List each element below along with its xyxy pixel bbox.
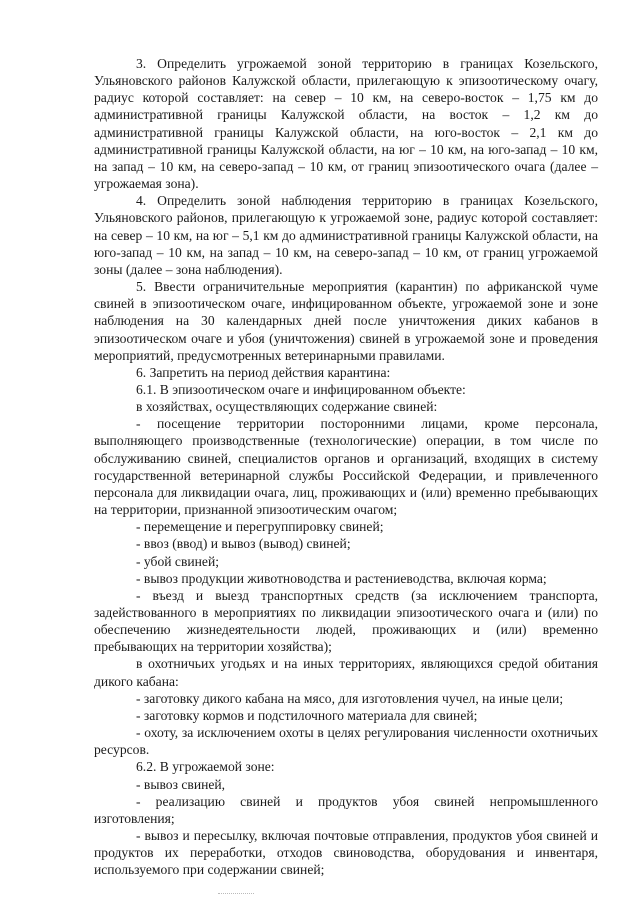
list-item-shipment: - вывоз и пересылку, включая почтовые отправления, продуктов убоя свиней и продуктов их переработки, отходов свиноводства, оборудования и инвентаря, используемого при содержании свиней; [94,828,598,878]
list-item-slaughter: - убой свиней; [136,553,220,569]
paragraph-3-threatened-zone: 3. Определить угрожаемой зоной территорию в границах Козельского, Ульяновского районов Калужской области, прилегающую к эпизоотическому очагу, радиус которой составляет: на север – 10 км, на северо-восток – 1,75 км до административной границы Калужской области, на восток – 1,2 км до административной границы Калужской области, на юго-восток – 2,1 км до административной границы Калужской области, на юг – 10 км, на юго-запад – 10 км, на запад – 10 км, на северо-запад – 10 км, от границ эпизоотического очага (далее – угрожаемая зона). [94,56,598,192]
list-item-products-export: - вывоз продукции животноводства и растениеводства, включая корма; [136,570,547,586]
paragraph-4-observation-zone: 4. Определить зоной наблюдения территорию в границах Козельского, Ульяновского районов, прилегающую к угрожаемой зоне, радиус которой составляет: на север – 10 км, на юг – 5,1 км до административной границы Калужской области, на юго-запад – 10 км, на запад – 10 км, на северо-запад – 10 км, от границ угрожаемой зоны (далее – зона наблюдения). [94,193,598,277]
list-item-import-export: - ввоз (ввод) и вывоз (вывод) свиней; [136,536,351,552]
paragraph-6-2-heading: 6.2. В угрожаемой зоне: [136,759,275,775]
list-item-feed: - заготовку кормов и подстилочного материала для свиней; [136,707,478,723]
paragraph-6-prohibitions: 6. Запретить на период действия карантина: [136,364,391,380]
list-item-vehicles: - въезд и выезд транспортных средств (за исключением транспорта, задействованного в мероприятиях по ликвидации эпизоотического очага и (или) по обеспечению жизнедеятельности людей, проживающих и (или) временно пребывающих на территории хозяйства); [94,587,598,655]
paragraph-6-1-farms: в хозяйствах, осуществляющих содержание свиней: [136,399,438,415]
list-item-movement: - перемещение и перегруппировку свиней; [136,519,384,535]
paragraph-5-quarantine: 5. Ввести ограничительные мероприятия (карантин) по африканской чуме свиней в эпизоотическом очаге, инфицированном объекте, угрожаемой зоне и зоне наблюдения на 30 календарных дней после уничтожения диких кабанов в эпизоотическом очаге и убоя (уничтожения) свиней в угрожаемой зоне и проведения мероприятий, предусмотренных ветеринарными правилами. [94,279,598,363]
list-item-sale: - реализацию свиней и продуктов убоя свиней непромышленного изготовления; [94,793,598,826]
list-item-hunting: - охоту, за исключением охоты в целях регулирования численности охотничьих ресурсов. [94,725,598,758]
paragraph-6-1-heading: 6.1. В эпизоотическом очаге и инфицированном объекте: [136,381,466,397]
list-item-pig-export: - вывоз свиней, [136,776,226,792]
list-item-boar-harvest: - заготовку дикого кабана на мясо, для изготовления чучел, на иные цели; [136,690,564,706]
page-footer-mark [218,893,254,894]
paragraph-hunting-grounds: в охотничьих угодьях и на иных территориях, являющихся средой обитания дикого кабана: [94,656,598,689]
list-item-visits: - посещение территории посторонними лицами, кроме персонала, выполняющего производственные (технологические) операции, в том числе по обслуживанию свиней, специалистов органов и организаций, входящих в систему государственной ветеринарной службы Российской Федерации, и привлеченного персонала для ликвидации очага, лиц, проживающих и (или) временно пребывающих на территории, признанной эпизоотическим очагом; [94,416,598,518]
